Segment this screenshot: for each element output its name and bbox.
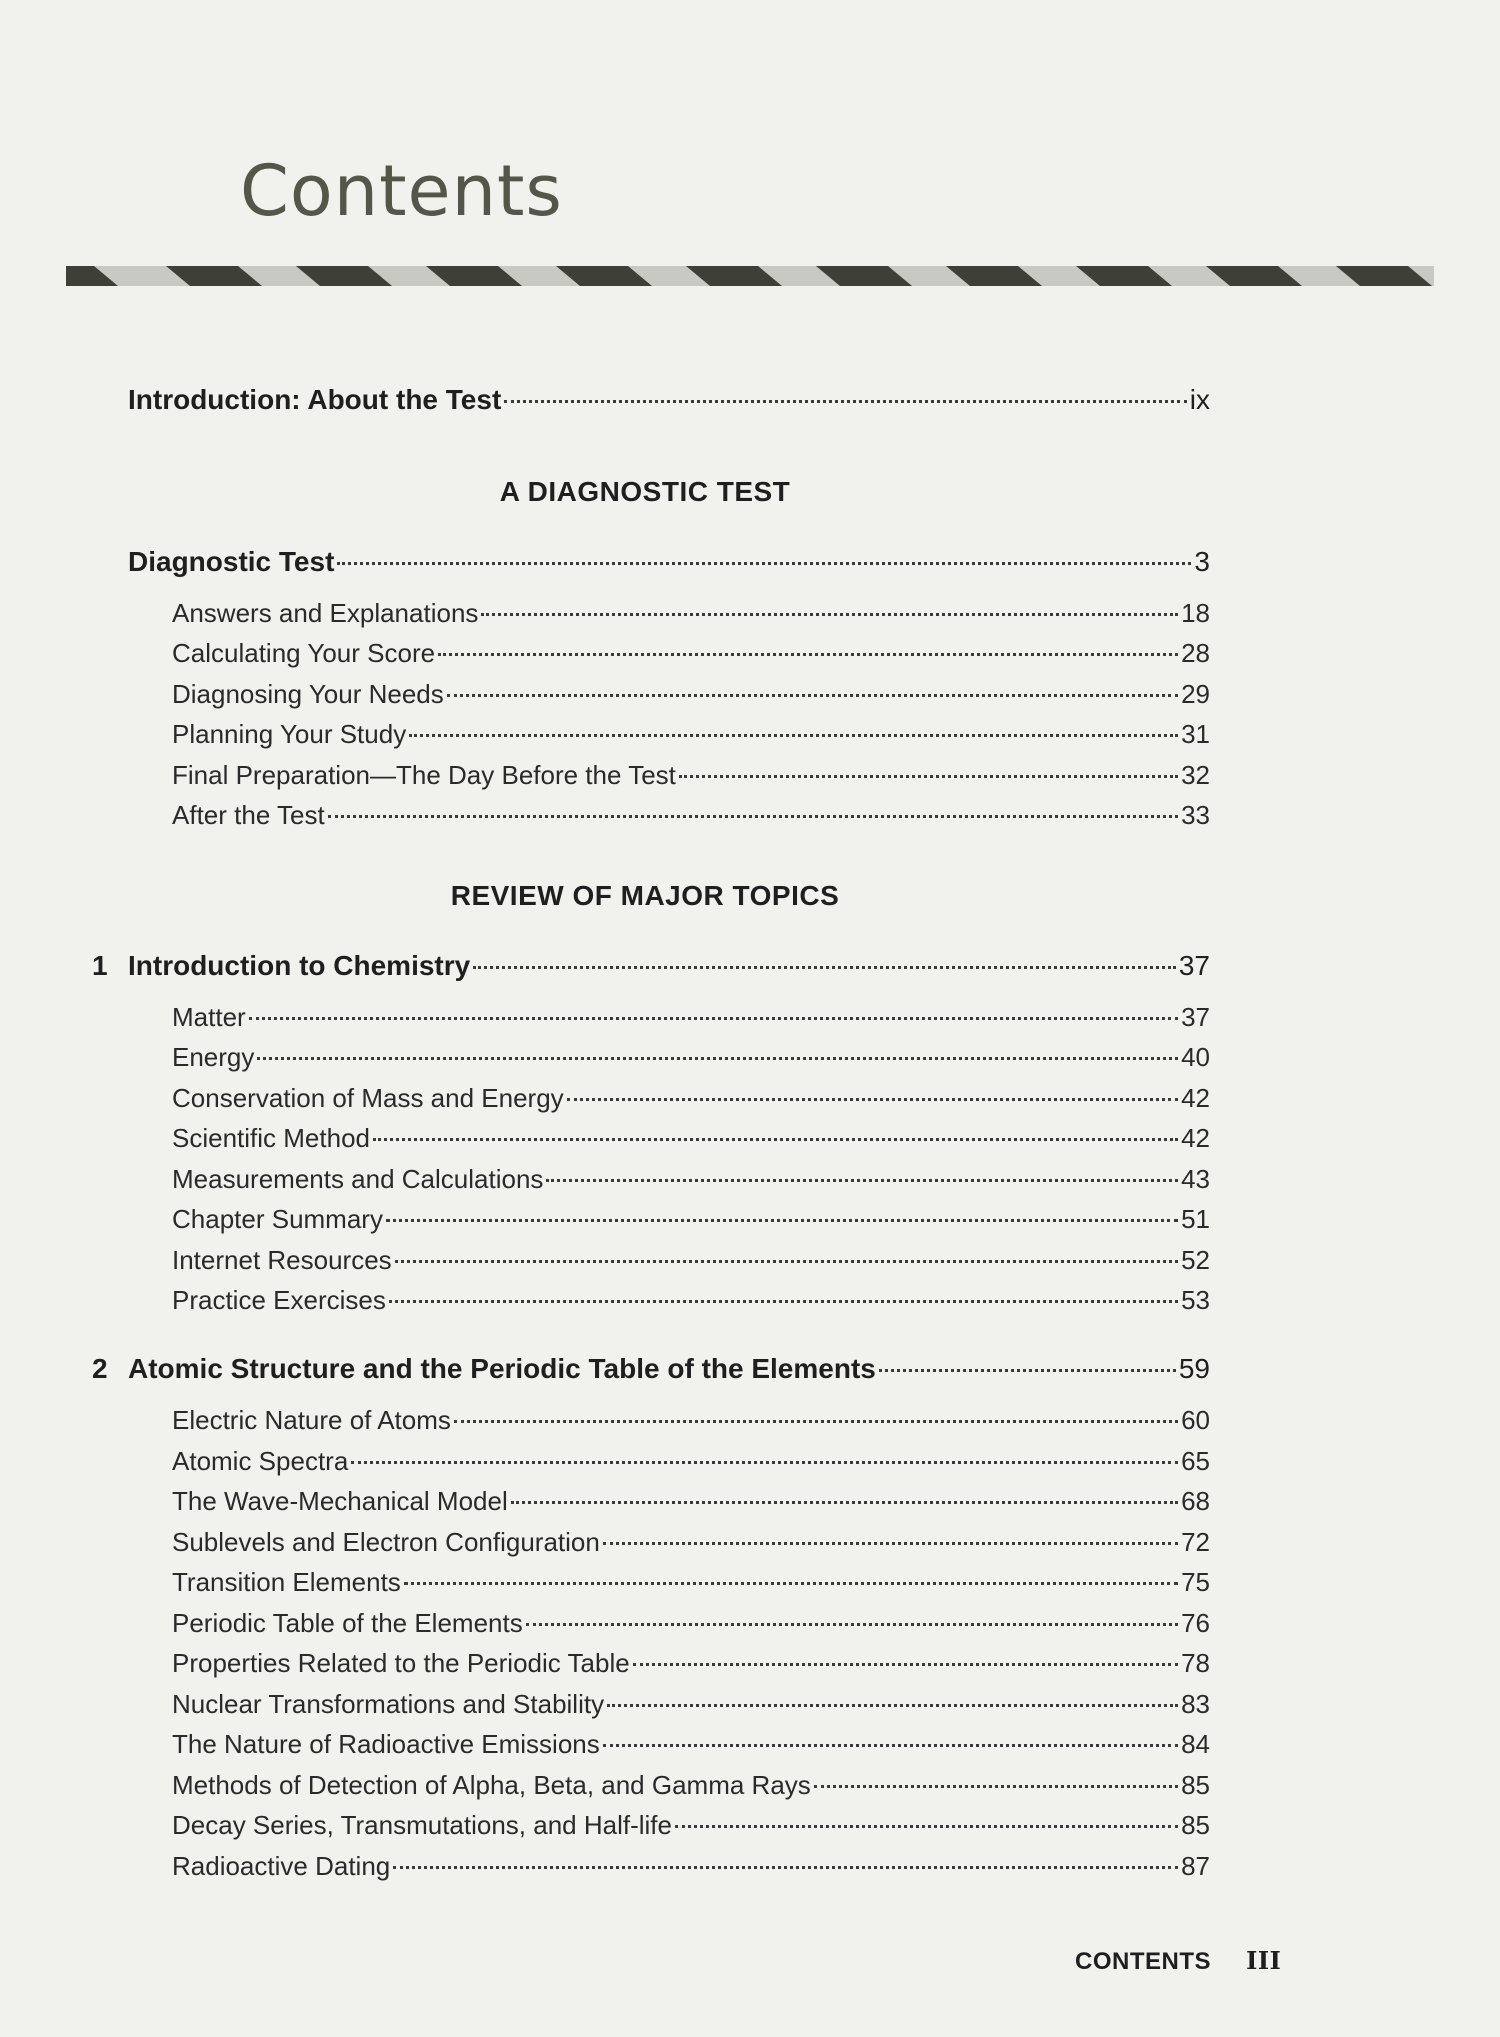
- leader-dots: [567, 1098, 1178, 1101]
- leader-dots: [454, 1420, 1178, 1423]
- toc-entry-label: Final Preparation—The Day Before the Test: [172, 760, 676, 790]
- toc-entry-page: 60: [1181, 1405, 1210, 1435]
- toc-subentry[interactable]: [172, 679, 1210, 717]
- toc-entry-page: 31: [1181, 719, 1210, 749]
- toc-entry-label: Methods of Detection of Alpha, Beta, and Gamma Rays: [172, 1770, 811, 1800]
- toc-entry-introduction[interactable]: [128, 384, 1210, 422]
- toc-subentry[interactable]: [172, 1851, 1210, 1889]
- stripe-pattern: [66, 266, 1434, 286]
- toc-entry-diagnostic-test[interactable]: [128, 546, 1210, 584]
- toc-subentry[interactable]: [172, 800, 1210, 838]
- leader-dots: [679, 775, 1178, 778]
- toc-entry-label: Conservation of Mass and Energy: [172, 1083, 564, 1113]
- toc-subentry[interactable]: [172, 1527, 1210, 1565]
- toc-subentry[interactable]: [172, 719, 1210, 757]
- toc-entry-page: 76: [1181, 1608, 1210, 1638]
- toc-entry-label: Calculating Your Score: [172, 638, 436, 668]
- leader-dots: [546, 1179, 1178, 1182]
- toc-entry-page: 51: [1181, 1204, 1210, 1234]
- toc-subentry[interactable]: [172, 1042, 1210, 1080]
- toc-subentry[interactable]: [172, 1245, 1210, 1283]
- leader-dots: [607, 1704, 1178, 1707]
- leader-dots: [337, 562, 1191, 565]
- leader-dots: [393, 1866, 1178, 1869]
- toc-entry-page: 65: [1181, 1446, 1210, 1476]
- toc-entry-page: 37: [1178, 950, 1210, 981]
- toc-entry-page: 37: [1181, 1002, 1210, 1032]
- toc-entry-label: Scientific Method: [172, 1123, 370, 1153]
- toc-entry-page: 29: [1181, 679, 1210, 709]
- toc-entry-label: The Wave-Mechanical Model: [172, 1486, 508, 1516]
- toc-subentry[interactable]: [172, 1608, 1210, 1646]
- toc-subentry[interactable]: [172, 1729, 1210, 1767]
- toc-subentry[interactable]: [172, 1285, 1210, 1323]
- toc-entry-page: 28: [1181, 638, 1210, 668]
- toc-entry-page: 72: [1181, 1527, 1210, 1557]
- toc-entry-page: 42: [1181, 1083, 1210, 1113]
- toc-subentry[interactable]: [172, 1164, 1210, 1202]
- toc-entry-page: 83: [1181, 1689, 1210, 1719]
- toc-entry-label: Nuclear Transformations and Stability: [172, 1689, 605, 1719]
- leader-dots: [633, 1663, 1178, 1666]
- toc-entry-label: After the Test: [172, 800, 325, 830]
- toc-entry-label: Energy: [172, 1042, 255, 1072]
- toc-entry-label: Introduction: About the Test: [128, 384, 502, 415]
- toc-chapter-1[interactable]: [92, 950, 1210, 988]
- toc-entry-label: Sublevels and Electron Configuration: [172, 1527, 600, 1557]
- leader-dots: [328, 815, 1178, 818]
- leader-dots: [447, 694, 1178, 697]
- toc-subentry[interactable]: [172, 1123, 1210, 1161]
- leader-dots: [526, 1623, 1178, 1626]
- toc-subentry[interactable]: [172, 1648, 1210, 1686]
- page-footer: [1075, 1946, 1281, 1976]
- leader-dots: [395, 1260, 1178, 1263]
- toc-entry-page: 3: [1194, 546, 1210, 577]
- toc-entry-page: 85: [1181, 1770, 1210, 1800]
- leader-dots: [409, 734, 1178, 737]
- leader-dots: [386, 1219, 1178, 1222]
- toc-subentry[interactable]: [172, 1770, 1210, 1808]
- toc-entry-page: 75: [1181, 1567, 1210, 1597]
- toc-entry-label: The Nature of Radioactive Emissions: [172, 1729, 600, 1759]
- toc-entry-page: 59: [1178, 1353, 1210, 1384]
- leader-dots: [481, 613, 1178, 616]
- toc-entry-label: Answers and Explanations: [172, 598, 479, 628]
- leader-dots: [389, 1300, 1178, 1303]
- toc-entry-label: Diagnosing Your Needs: [172, 679, 444, 709]
- leader-dots: [675, 1825, 1178, 1828]
- toc-subentry[interactable]: [172, 598, 1210, 636]
- toc-entry-page: 87: [1181, 1851, 1210, 1881]
- toc-entry-label: Periodic Table of the Elements: [172, 1608, 523, 1638]
- toc-entry-page: 53: [1181, 1285, 1210, 1315]
- toc-entry-page: 18: [1181, 598, 1210, 628]
- toc-entry-label: Practice Exercises: [172, 1285, 386, 1315]
- toc-entry-label: Properties Related to the Periodic Table: [172, 1648, 630, 1678]
- toc-entry-page: 40: [1181, 1042, 1210, 1072]
- decorative-stripe-bar: [66, 266, 1434, 286]
- leader-dots: [814, 1785, 1178, 1788]
- toc-subentry[interactable]: [172, 1405, 1210, 1443]
- toc-entry-label: Measurements and Calculations: [172, 1164, 544, 1194]
- toc-entry-label: Radioactive Dating: [172, 1851, 391, 1881]
- toc-entry-label: Electric Nature of Atoms: [172, 1405, 451, 1435]
- leader-dots: [404, 1582, 1178, 1585]
- toc-subentry[interactable]: [172, 1689, 1210, 1727]
- toc-entry-label: Introduction to Chemistry: [128, 950, 471, 981]
- toc-entry-label: Atomic Spectra: [172, 1446, 349, 1476]
- toc-entry-page: 68: [1181, 1486, 1210, 1516]
- leader-dots: [249, 1017, 1178, 1020]
- toc-entry-label: Diagnostic Test: [128, 546, 335, 577]
- page-title: Contents: [240, 150, 563, 232]
- toc-entry-page: 33: [1181, 800, 1210, 830]
- toc-entry-page: 43: [1181, 1164, 1210, 1194]
- chapter-number: 2: [92, 1353, 108, 1384]
- footer-label: CONTENTS: [1075, 1948, 1211, 1975]
- toc-entry-page: ix: [1189, 384, 1210, 415]
- toc-subentry[interactable]: [172, 760, 1210, 798]
- toc-entry-label: Internet Resources: [172, 1245, 392, 1275]
- toc-entry-page: 42: [1181, 1123, 1210, 1153]
- toc-subentry[interactable]: [172, 1567, 1210, 1605]
- toc-subentry[interactable]: [172, 1810, 1210, 1848]
- toc-entry-page: 84: [1181, 1729, 1210, 1759]
- leader-dots: [473, 966, 1176, 969]
- toc-entry-label: Decay Series, Transmutations, and Half-life: [172, 1810, 672, 1840]
- toc-entry-label: Atomic Structure and the Periodic Table of the Elements: [128, 1353, 876, 1384]
- leader-dots: [351, 1461, 1178, 1464]
- leader-dots: [879, 1369, 1176, 1372]
- toc-entry-page: 85: [1181, 1810, 1210, 1840]
- toc-subentry[interactable]: [172, 1486, 1210, 1524]
- toc-chapter-2[interactable]: [92, 1353, 1210, 1391]
- toc-entry-page: 32: [1181, 760, 1210, 790]
- leader-dots: [603, 1542, 1178, 1545]
- toc-subentry[interactable]: [172, 1083, 1210, 1121]
- toc-subentry[interactable]: [172, 1446, 1210, 1484]
- section-heading-diagnostic: A DIAGNOSTIC TEST: [499, 476, 791, 507]
- section-heading-review: REVIEW OF MAJOR TOPICS: [450, 880, 840, 911]
- leader-dots: [373, 1138, 1178, 1141]
- toc-subentry[interactable]: [172, 1002, 1210, 1040]
- leader-dots: [511, 1501, 1178, 1504]
- leader-dots: [504, 400, 1186, 403]
- leader-dots: [257, 1057, 1178, 1060]
- toc-subentry[interactable]: [172, 1204, 1210, 1242]
- toc-subentry[interactable]: [172, 638, 1210, 676]
- leader-dots: [438, 653, 1178, 656]
- leader-dots: [603, 1744, 1178, 1747]
- toc-entry-page: 78: [1181, 1648, 1210, 1678]
- toc-entry-page: 52: [1181, 1245, 1210, 1275]
- toc-entry-label: Transition Elements: [172, 1567, 401, 1597]
- toc-entry-label: Chapter Summary: [172, 1204, 383, 1234]
- toc-entry-label: Matter: [172, 1002, 246, 1032]
- footer-page-number: III: [1246, 1946, 1282, 1975]
- toc-entry-label: Planning Your Study: [172, 719, 407, 749]
- chapter-number: 1: [92, 950, 108, 981]
